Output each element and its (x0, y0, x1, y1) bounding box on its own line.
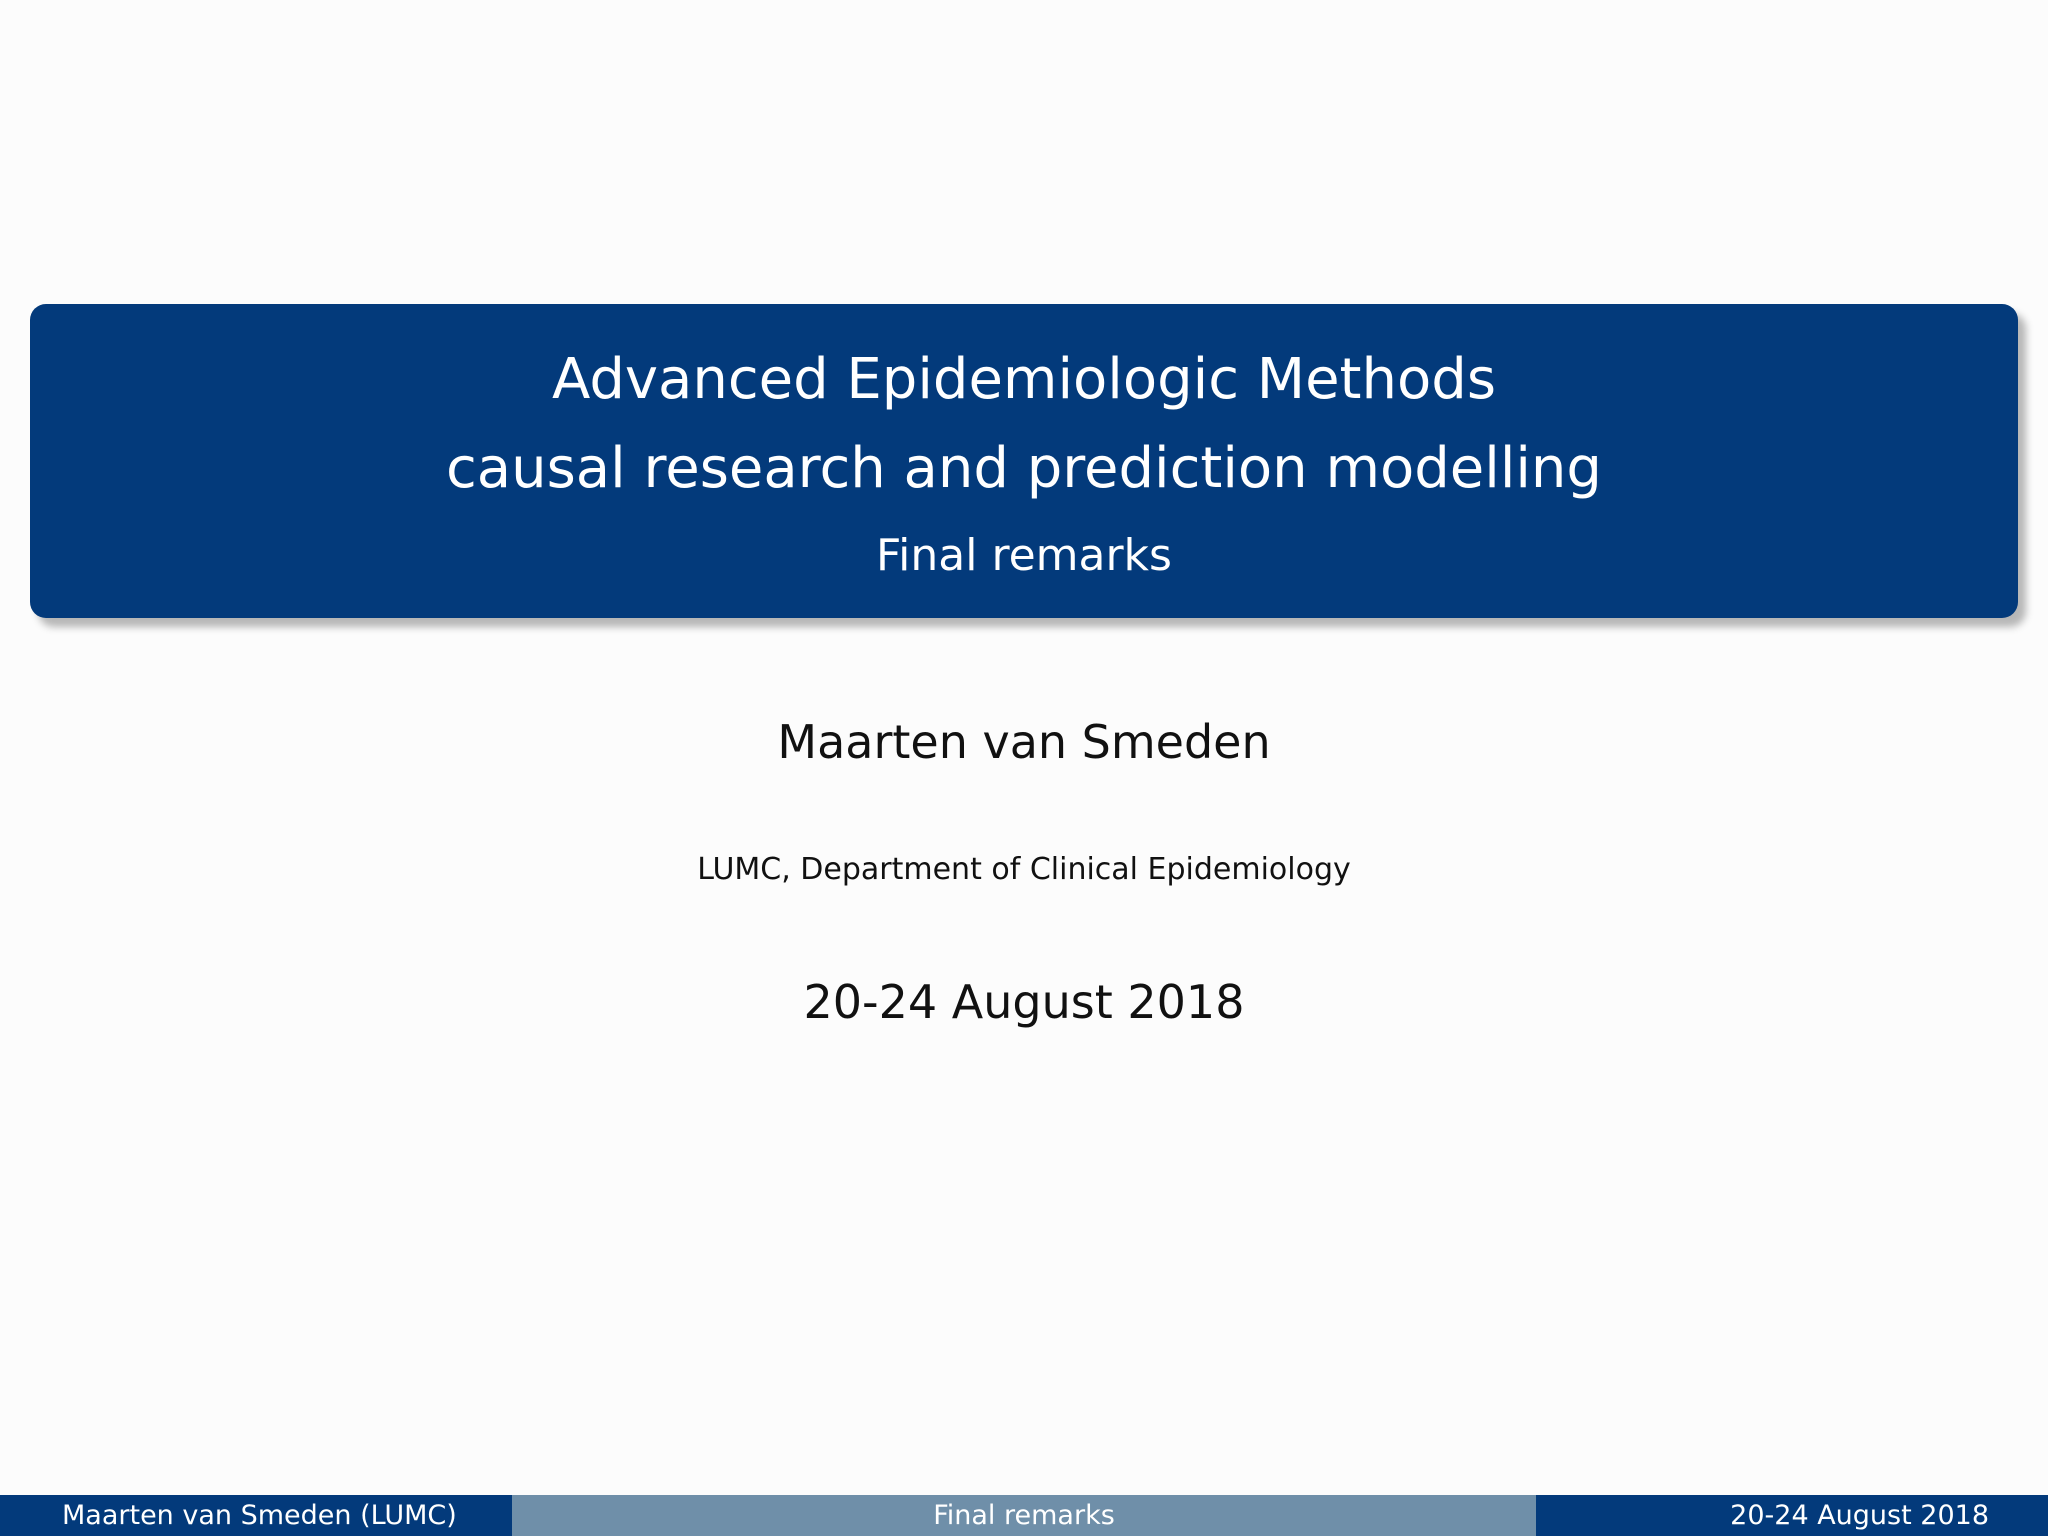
footer-date: 20-24 August 2018 (1536, 1495, 2048, 1536)
slide-title-line-1: Advanced Epidemiologic Methods (552, 347, 1496, 412)
slide-subtitle: Final remarks (876, 530, 1172, 581)
slide-title-line-2: causal research and prediction modelling (446, 436, 1602, 501)
footer-bar (0, 1495, 2048, 1536)
presentation-date: 20-24 August 2018 (803, 975, 1245, 1029)
footer-section-title: Final remarks (512, 1495, 1536, 1536)
footer-author: Maarten van Smeden (LUMC) (0, 1495, 512, 1536)
author-name: Maarten van Smeden (777, 715, 1271, 769)
title-box (30, 304, 2018, 618)
author-institute: LUMC, Department of Clinical Epidemiology (697, 852, 1351, 887)
